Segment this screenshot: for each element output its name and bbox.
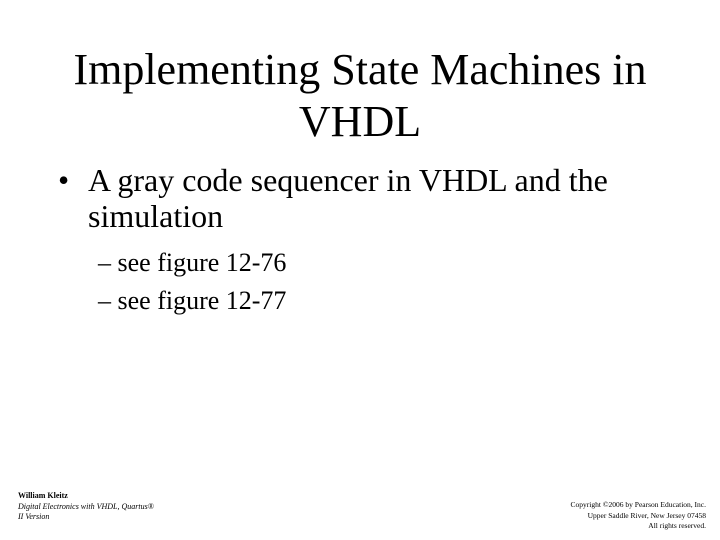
footer-book-info: [18, 491, 154, 523]
bullet-item: [58, 162, 678, 234]
footer-book-title-line-1: Digital Electronics with VHDL, Quartus®: [18, 501, 154, 511]
footer-book-title-line-2: II Version: [18, 512, 50, 521]
footer-author: William Kleitz: [18, 491, 68, 500]
bullet-list: [58, 162, 678, 234]
slide-title-line-1: Implementing State Machines in: [73, 45, 647, 94]
sub-bullet-item: – see figure 12-77: [98, 286, 287, 315]
sub-bullet-list: [98, 244, 286, 320]
footer-copyright-line-1: Copyright ©2006 by Pearson Education, Inc.: [570, 500, 706, 509]
footer-copyright-line-2: Upper Saddle River, New Jersey 07458: [587, 510, 706, 520]
slide-title-line-2: VHDL: [298, 97, 422, 146]
footer-copyright: [571, 500, 706, 532]
slide-title: [40, 44, 680, 148]
bullet-marker: •: [58, 162, 70, 198]
bullet-text: [88, 162, 608, 234]
bullet-text-line-2: simulation: [88, 198, 224, 234]
footer-copyright-line-3: All rights reserved.: [648, 521, 706, 530]
bullet-text-line-1: A gray code sequencer in VHDL and the: [88, 162, 608, 198]
sub-bullet-item: – see figure 12-76: [98, 248, 287, 277]
